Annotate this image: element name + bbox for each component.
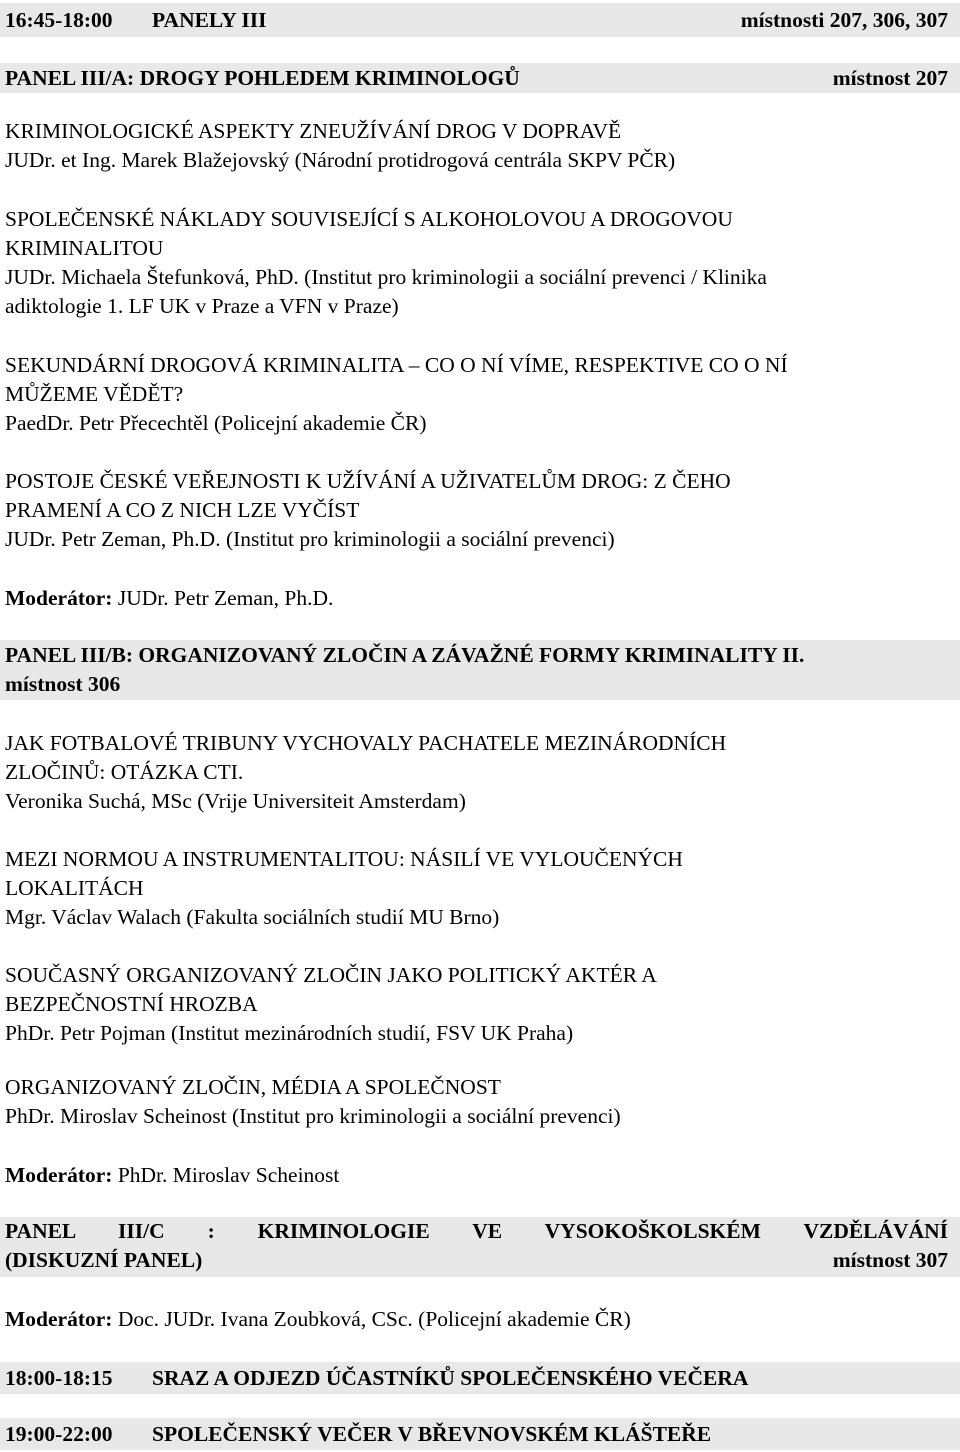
talk-speaker: Veronika Suchá, MSc (Vrije Universiteit Amsterdam): [5, 789, 466, 813]
talk-title: KRIMINOLOGICKÉ ASPEKTY ZNEUŽÍVÁNÍ DROG V DOPRAVĚ: [5, 119, 622, 143]
session-title: PANELY III: [152, 8, 267, 32]
talk-title: MŮŽEME VĚDĚT?: [5, 382, 184, 406]
panel-a-heading: [0, 63, 960, 93]
moderator-line: [5, 1161, 948, 1190]
talk-title: KRIMINALITOU: [5, 236, 164, 260]
talk-title: LOKALITÁCH: [5, 876, 144, 900]
panel-a-title: PANEL III/A: DROGY POHLEDEM KRIMINOLOGŮ: [5, 66, 520, 90]
moderator-name: PhDr. Miroslav Scheinost: [117, 1163, 340, 1187]
event-row: [0, 1362, 960, 1394]
panel-a-room: místnost 207: [832, 66, 948, 90]
panel-c-title: PANEL III/C : KRIMINOLOGIE VE VYSOKOŠKOLSKÉM VZDĚLÁVÁNÍ: [5, 1219, 948, 1243]
talk-speaker: JUDr. et Ing. Marek Blažejovský (Národní protidrogová centrála SKPV PČR): [5, 148, 676, 172]
talk-title: MEZI NORMOU A INSTRUMENTALITOU: NÁSILÍ VE VYLOUČENÝCH: [5, 847, 683, 871]
talk-speaker: JUDr. Petr Zeman, Ph.D. (Institut pro kriminologii a sociální prevenci): [5, 527, 615, 551]
moderator-line: [5, 1305, 948, 1334]
talk-speaker: Mgr. Václav Walach (Fakulta sociálních studií MU Brno): [5, 905, 500, 929]
moderator-label: Moderátor:: [5, 586, 113, 610]
moderator-label: Moderátor:: [5, 1307, 113, 1331]
panel-b-room: místnost 306: [5, 672, 121, 696]
event-time: 18:00-18:15: [5, 1366, 113, 1390]
talk-speaker: PaedDr. Petr Přecechtěl (Policejní akademie ČR): [5, 411, 427, 435]
talk-title: SOUČASNÝ ORGANIZOVANÝ ZLOČIN JAKO POLITICKÝ AKTÉR A: [5, 963, 657, 987]
talk-title: BEZPEČNOSTNÍ HROZBA: [5, 992, 258, 1016]
talk-speaker: PhDr. Petr Pojman (Institut mezinárodních studií, FSV UK Praha): [5, 1021, 574, 1045]
talk-speaker: JUDr. Michaela Štefunková, PhD. (Institut pro kriminologii a sociální prevenci / Klinika: [5, 265, 767, 289]
panel-c-subtitle: (DISKUZNÍ PANEL): [5, 1248, 203, 1272]
moderator-label: Moderátor:: [5, 1163, 113, 1187]
session-header: [0, 3, 960, 37]
event-title: SPOLEČENSKÝ VEČER V BŘEVNOVSKÉM KLÁŠTEŘE: [152, 1422, 712, 1446]
moderator-line: [5, 584, 948, 613]
event-title: SRAZ A ODJEZD ÚČASTNÍKŮ SPOLEČENSKÉHO VEČERA: [152, 1366, 749, 1390]
panel-b-title: PANEL III/B: ORGANIZOVANÝ ZLOČIN A ZÁVAŽNÉ FORMY KRIMINALITY II.: [5, 643, 805, 667]
talk-title: POSTOJE ČESKÉ VEŘEJNOSTI K UŽÍVÁNÍ A UŽIVATELŮM DROG: Z ČEHO: [5, 469, 731, 493]
session-time: 16:45-18:00: [5, 8, 113, 32]
talk-title: SPOLEČENSKÉ NÁKLADY SOUVISEJÍCÍ S ALKOHOLOVOU A DROGOVOU: [5, 207, 733, 231]
panel-c-room: místnost 307: [832, 1248, 948, 1272]
moderator-name: JUDr. Petr Zeman, Ph.D.: [117, 586, 334, 610]
event-row: [0, 1418, 960, 1450]
talk-title: SEKUNDÁRNÍ DROGOVÁ KRIMINALITA – CO O NÍ VÍME, RESPEKTIVE CO O NÍ: [5, 353, 788, 377]
event-time: 19:00-22:00: [5, 1422, 113, 1446]
session-rooms: místnosti 207, 306, 307: [740, 8, 948, 32]
talk-title: ZLOČINŮ: OTÁZKA CTI.: [5, 760, 244, 784]
panel-c-heading: [0, 1217, 960, 1277]
talk-title: PRAMENÍ A CO Z NICH LZE VYČÍST: [5, 498, 360, 522]
talk-title: JAK FOTBALOVÉ TRIBUNY VYCHOVALY PACHATELE MEZINÁRODNÍCH: [5, 731, 727, 755]
talk-speaker: PhDr. Miroslav Scheinost (Institut pro kriminologii a sociální prevenci): [5, 1104, 621, 1128]
panel-b-heading: [0, 640, 960, 700]
talk-speaker: adiktologie 1. LF UK v Praze a VFN v Praze): [5, 294, 399, 318]
talk-title: ORGANIZOVANÝ ZLOČIN, MÉDIA A SPOLEČNOST: [5, 1075, 501, 1099]
panel-c-subtitle-row: [5, 1246, 948, 1275]
moderator-name: Doc. JUDr. Ivana Zoubková, CSc. (Policejní akademie ČR): [117, 1307, 631, 1331]
